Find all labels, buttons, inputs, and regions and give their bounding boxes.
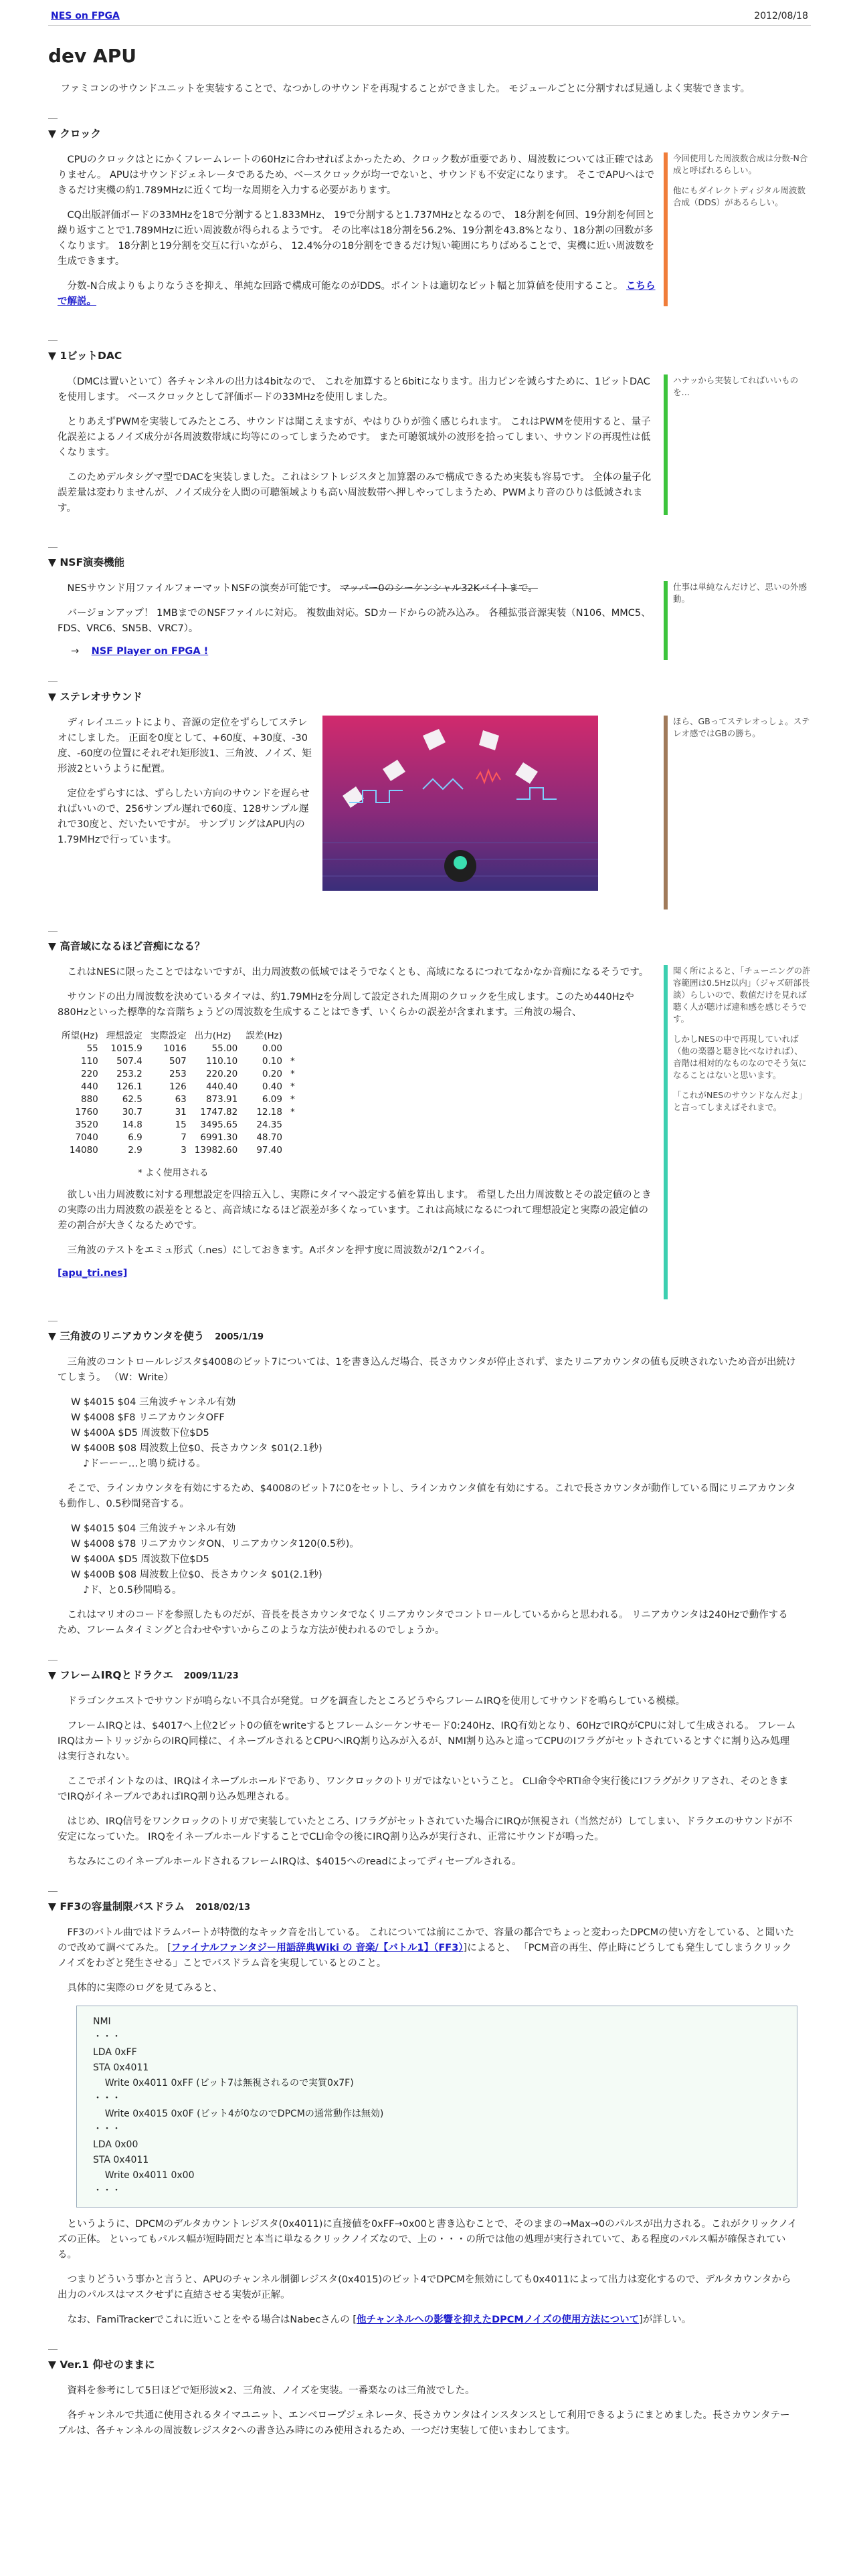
apu-tri-link[interactable]: [apu_tri.nes] [58,1268,128,1279]
table-cell: * [290,1081,295,1092]
section-heading: ▼ フレームIRQとドラクエ 2009/11/23 [48,1669,239,1681]
paragraph: そこで、ラインカウンタを有効にするため、$4008のビット7に0をセットし、ラインカウンタ値を有効にする。これで長さカウンタが動作している間にリニアカウンタも動作し、0.5秒間発音する。 [58,1483,796,1509]
section-heading: ▼ FF3の容量制限バスドラム 2018/02/13 [48,1901,250,1913]
section-heading: ▼ 高音域になるほど音痴になる？ [48,940,205,952]
code-line: ・・・ [93,2124,121,2135]
code-line: ♪ド、と0.5秒間鳴る。 [71,1585,182,1596]
paragraph: 分数-N合成よりもよりなうさを抑え、単純な回路で構成可能なのがDDS。ポイントは適切なビット幅と加算値を使用すること。 こちらで解説。 [58,281,656,307]
table-cell: * [290,1094,295,1105]
table-row [58,1093,299,1106]
paragraph: CQ出版評価ボードの33MHzを18で分割すると1.833MHz、 19で分割すると1.737MHzとなるので、 18分割を何回、19分割を何回と繰り返すことで1.789MHzに近い周波数が得られるようです。 その比率は18分割を56.2%、19分割を43.8%となり、18分割の回数が多くなります。 18分割と19分割を交互に行いながら、 12.4%分の18分割をできるだけ短い範囲にちりばめることで、実機に近い周波数を生成できます。 [58,210,656,267]
paragraph: ドラゴンクエストでサウンドが鳴らない不具合が発覚。ログを調査したところどうやらフレームIRQを使用してサウンドを鳴らしている模様。 [67,1696,686,1707]
table-cell: 873.91 [205,1094,238,1105]
section-rule [48,2349,58,2350]
table-cell: 0.10 [262,1056,282,1067]
table-cell: 7 [181,1132,187,1143]
table-row [58,1055,299,1068]
paragraph: 具体的に実際のログを見てみると、 [67,1983,223,1994]
section-heading: ▼ ステレオサウンド [48,691,142,703]
table-cell: 31 [175,1107,187,1117]
intro-text: ファミコンのサウンドユニットを実装することで、なつかしのサウンドを再現することができました。 モジュールごとに分割すれば見通しよく実装できます。 [60,84,751,94]
section-heading: ▼ 三角波のリニアカウンタを使う 2005/1/19 [48,1330,264,1342]
section-heading: ▼ クロック [48,128,102,140]
table-header-cell: 実際設定 [150,1031,187,1041]
table-cell: * [290,1107,295,1117]
section-heading: ▼ 1ビットDAC [48,350,122,362]
dds-link[interactable]: こちらで解説。 [58,281,656,307]
section-rule [48,118,58,119]
section-date: 2005/1/19 [215,1332,264,1342]
table-cell: 2.9 [128,1145,142,1156]
code-line: ・・・ [93,2032,121,2042]
page [48,0,811,2439]
table-note: * よく使用される [138,1168,209,1178]
paragraph: はじめ、IRQ信号をワンクロックのトリガで実装していたところ、Iフラグがセットされていた場合にIRQが無視され（当然だが）してしまい、ドラクエのサウンドが不安定になっていた。 IRQをイネーブルホールドすることでCLI命令の後にIRQ割り込みが実行され、正常にサウンドが鳴った。 [58,1816,793,1842]
section-nsf [48,547,811,660]
section-rule [48,931,58,932]
table-cell [286,1132,299,1144]
table-cell: 0.00 [262,1043,282,1054]
paragraph: 定位をずらすには、ずらしたい方向のサウンドを遅らせればいいので、256サンプル遅れで60度、128サンプル遅れで30度と、だいたいですが。 サンプリングはAPU内の1.79MHzで行っています。 [58,788,310,845]
section-dac [48,340,811,526]
section-triangle-counter [48,1321,811,1638]
table-cell: * [290,1056,295,1067]
paragraph: 各チャンネルで共通に使用されるタイマユニット、エンベロープジェネレータ、長さカウンタはインスタンスとして利用できるようにまとめました。長さカウンタテーブルは、各チャンネルの周波数レジスタ2への書き込み時にのみ使用されるため、一つだけ実装して使いまわしてます。 [58,2410,790,2436]
paragraph: ここでポイントなのは、IRQはイネーブルホールドであり、ワンクロックのトリガではないということ。 CLI命令やRTI命令実行後にIフラグがクリアされ、そのときまでIRQがイネーブルであればIRQ割り込み処理される。 [58,1776,789,1802]
side-note: 今回使用した周波数合成は分数-N合成と呼ばれるらしい。 他にもダイレクトディジタル周波数合成（DDS）があるらしい。 [664,152,811,306]
table-cell: 55 [86,1043,98,1054]
table-cell: 3495.65 [200,1119,238,1130]
table-cell: 14.8 [122,1119,142,1130]
paragraph: ディレイユニットにより、音源の定位をずらしてステレオにしました。 正面を0度として、+60度、+30度、-30度、-60度の位置にそれぞれ矩形波1、三角波、ノイズ、矩形波2というように配置。 [58,718,312,774]
section-date: 2009/11/23 [183,1671,239,1681]
dpcm-noise-link[interactable]: 他チャンネルへの影響を抑えたDPCMノイズの使用方法について [356,2315,640,2325]
table-cell [286,1119,299,1132]
table-cell: 126 [169,1081,187,1092]
stereo-illustration [322,716,598,891]
ff-wiki-link[interactable]: ファイナルファンタジー用語辞典Wiki の 音楽/【バトル1】（FF3） [171,1943,464,1953]
table-cell: 3 [181,1145,187,1156]
table-row [58,1144,299,1157]
code-line: ・・・ [93,2093,121,2104]
table-cell: 507 [169,1056,187,1067]
frequency-table [58,1030,299,1157]
table-cell: 62.5 [122,1094,142,1105]
paragraph: ちなみにこのイネーブルホールドされるフレームIRQは、$4015へのreadによってディセーブルされる。 [67,1856,522,1867]
table-cell: 3520 [75,1119,98,1130]
section-rule [48,681,58,682]
table-row [58,1119,299,1132]
table-cell: 30.7 [122,1107,142,1117]
table-cell: 880 [81,1094,98,1105]
section-ver1 [48,2349,811,2439]
table-cell: 6991.30 [200,1132,238,1143]
code-line: W $400B $08 周波数上位$0、長さカウンタ $01(2.1秒) [71,1443,322,1454]
code-line: NMI [93,2016,111,2027]
code-line: W $4015 $04 三角波チャンネル有効 [71,1523,236,1534]
table-header-cell: 理想設定 [106,1031,142,1041]
table-header-cell: 誤差(Hz) [246,1031,282,1041]
paragraph: フレームIRQとは、$4017へ上位2ビット0の値をwriteするとフレームシーケンサモード0:240Hz、IRQ有効となり、60HzでIRQがCPUに対して生成される。 フレームIRQはカートリッジからのIRQ同様に、イネーブルされるとCPUへIRQ割り込みが入るが、NMI割り込みと違ってCPUのIフラグがセットされているとすぐに割り込み処理は実行されない。 [58,1721,796,1762]
paragraph: （DMCは置いといて）各チャンネルの出力は4bitなので、 これを加算すると6bitになります。出力ピンを減らすために、1ビットDACを使用します。 ベースクロックとして評価ボードの33MHzを使用しました。 [58,377,650,403]
section-rule [48,1891,58,1892]
table-cell [286,1144,299,1157]
paragraph: NESサウンド用ファイルフォーマットNSFの演奏が可能です。 マッパー0のシーケンシャル32Kバイトまで。 [67,583,538,594]
code-line: ♪ドーーー…と鳴り続ける。 [71,1459,206,1469]
nsf-player-link[interactable]: NSF Player on FPGA ! [91,646,209,657]
paragraph: これはNESに限ったことではないですが、出力周波数の低域ではそうでなくとも、高域になるにつれてなかなか音痴になるそうです。 [67,967,649,978]
table-cell: 55.00 [211,1043,238,1054]
paragraph: これはマリオのコードを参照したものだが、音長を長さカウンタでなくリニアカウンタでコントロールしているからと思われる。 リニアカウンタは240Hzで動作するため、フレームタイミングと合わせやすいからこのような方法が使われるのでしょうか。 [58,1610,788,1636]
section-heading: ▼ NSF演奏機能 [48,556,125,568]
table-cell: 110.10 [205,1056,238,1067]
table-cell: 1015.9 [110,1043,142,1054]
code-line: W $400B $08 周波数上位$0、長さカウンタ $01(2.1秒) [71,1570,322,1580]
register-writes [71,1521,797,1598]
arrow-icon: → [71,646,80,657]
table-row [58,1132,299,1144]
table-cell: 440 [81,1081,98,1092]
paragraph: 三角波のコントロールレジスタ$4008のビット7については、1を書き込んだ場合、長さカウンタが停止されず、またリニアカウンタの値も反映されないため音が出続けてしまう。 （W：Write） [58,1357,796,1383]
table-cell: 507.4 [116,1056,142,1067]
paragraph: CPUのクロックはとにかくフレームレートの60Hzに合わせればよかったため、クロック数が重要であり、周波数については正確ではありません。 APUはサウンドジェネレータであるため、ベースクロックが均一でないと、サウンドも不安定になります。 そこでAPUへはできるだけ実機の約1.789MHzに近くて均一な周期を入力する必要があります。 [58,154,655,196]
table-row [58,1081,299,1093]
paragraph: なお、FamiTrackerでこれに近いことをやる場合はNabecさんの [他チャンネルへの影響を抑えたDPCMノイズの使用方法について]が詳しい。 [67,2315,692,2325]
page-date: 2012/08/18 [754,11,808,21]
section-rule [48,547,58,548]
site-link[interactable]: NES on FPGA [51,11,120,21]
code-line: W $400A $D5 周波数下位$D5 [71,1554,209,1565]
side-note: ハナッから実装してればいいものを… [664,374,811,515]
paragraph: 三角波のテストをエミュ形式（.nes）にしておきます。Aボタンを押す度に周波数が2/1^2バイ。 [67,1245,491,1256]
code-line: LDA 0xFF [93,2047,137,2058]
table-cell: 220 [81,1069,98,1079]
paragraph: サウンドの出力周波数を決めているタイマは、約1.79MHzを分周して設定された周期のクロックを生成します。このため440Hzや880Hzといった標準的な音階ちょうどの周波数を生成することはできず、いくらかの誤差が含まれます。三角波の場合、 [58,992,634,1018]
page-title: dev APU [48,45,136,67]
top-bar [48,11,811,26]
table-cell: 0.20 [262,1069,282,1079]
code-line: W $400A $D5 周波数下位$D5 [71,1428,209,1438]
table-cell: 0.40 [262,1081,282,1092]
listener-head [454,856,467,869]
register-writes [71,1395,797,1472]
table-cell: 1747.82 [200,1107,238,1117]
section-frame-irq [48,1660,811,1870]
log-code-box [76,2006,797,2208]
table-cell: 126.1 [116,1081,142,1092]
table-cell: 6.9 [128,1132,142,1143]
code-line: STA 0x4011 [93,2062,149,2073]
section-heading: ▼ Ver.1 仰せのままに [48,2359,155,2371]
code-line: LDA 0x00 [93,2139,138,2150]
table-header-cell: 出力(Hz) [194,1031,231,1041]
paragraph: つまりどういう事かと言うと、APUのチャンネル制御レジスタ(0x4015)のビット4でDPCMを無効にしても0x4011によって出力は変化するので、デルタカウンタから出力のパルスはマスクせずに直結させる実装が正解。 [58,2274,791,2300]
table-cell: 1016 [163,1043,187,1054]
paragraph: とりあえずPWMを実装してみたところ、サウンドは聞こえますが、やはりひりが強く感じられます。 これはPWMを使用すると、量子化誤差によるノイズ成分が各周波数帯域に均等にのってしまうためです。 また可聴領域外の波形を拾ってしまい、サウンドの再現性は低くなります。 [58,417,651,458]
table-cell: 1760 [75,1107,98,1117]
code-line: W $4015 $04 三角波チャンネル有効 [71,1397,236,1408]
table-cell: 110 [81,1056,98,1067]
section-rule [48,340,58,341]
table-cell: 24.35 [256,1119,282,1130]
side-note: 聞く所によると、「チューニングの許容範囲は0.5Hz以内」（ジャズ研部長談）らしいので、数値だけを見れば聴く人が聴けば違和感を感じそうです。 しかしNESの中で再現していれば（他の楽器と聴き比べなければ）、音階は相対的なものなのでそう気になることはないと思います。 「これがNESのサウンドなんだよ」と言ってしまえばそれまで。 [664,965,811,1299]
table-row [58,1106,299,1119]
table-cell: 440.40 [205,1081,238,1092]
section-date: 2018/02/13 [195,1903,250,1913]
section-frequency [48,931,811,1299]
table-header-cell: 所望(Hz) [62,1031,98,1041]
table-cell [286,1043,299,1055]
table-cell: 253 [169,1069,187,1079]
section-ff3 [48,1891,811,2328]
code-line: STA 0x4011 [93,2155,149,2165]
struck-text: マッパー0のシーケンシャル32Kバイトまで。 [339,583,538,594]
table-cell: 13982.60 [194,1145,238,1156]
section-clock [48,118,811,319]
code-line: Write 0x4015 0x0F (ビット4が0なのでDPCMの通常動作は無効) [93,2109,384,2119]
code-line: Write 0x4011 0xFF (ビット7は無視されるので実質0x7F) [93,2078,354,2088]
paragraph: バージョンアップ！ 1MBまでのNSFファイルに対応。 複数曲対応。SDカードからの読み込み。 各種拡張音源実装（N106、MMC5、FDS、VRC6、SN5B、VRC7）。 [58,608,651,634]
table-cell: 7040 [75,1132,98,1143]
table-cell: 6.09 [262,1094,282,1105]
table-cell: 14080 [69,1145,98,1156]
paragraph: 資料を参考にして5日ほどで矩形波×2、三角波、ノイズを実装。一番楽なのは三角波でした。 [67,2385,475,2396]
paragraph: 欲しい出力周波数に対する理想設定を四捨五入し、実際にタイマへ設定する値を算出します。 希望した出力周波数とその設定値のときの実際の出力周波数の誤差をとると、高音域になるほど誤差が多くなっています。これは高域になるにつれて理想設定と実際の設定値の差の割合が大きくなるためです。 [58,1190,652,1231]
table-cell: 12.18 [256,1107,282,1117]
code-line: Write 0x4011 0x00 [93,2170,195,2181]
table-cell: 63 [175,1094,187,1105]
side-note: 仕事は単純なんだけど、思いの外感動。 [664,581,811,660]
paragraph: FF3のバトル曲ではドラムパートが特徴的なキック音を出している。 これについては前にこかで、容量の都合でちょっと変わったDPCMの使い方をしている、と聞いたので改めて調べてみた。 [ファイナルファンタジー用語辞典Wiki の 音楽/【バトル1】（FF3）]によると、 「PCM音の再生、停止時にどうしても発生してしまうクリックノイズをわざと発生させる」ことでバスドラム音を実現しているとのこと。 [58,1927,795,1969]
paragraph: というように、DPCMのデルタカウントレジスタ(0x4011)に直接値を0xFF→0x00と書き込むことで、そのままの→Max→0のパルスが出力される。これがクリックノイズの正体。 といってもパルス幅が短時間だと本当に単なるクリックノイズなので、上の・・・の所では他の処理が実行されていて、ある程度のパルス幅が確保されている。 [58,2219,797,2260]
table-cell: 15 [175,1119,187,1130]
table-row [58,1043,299,1055]
code-line: W $4008 $F8 リニアカウンタOFF [71,1412,225,1423]
nsf-player-link-row [71,646,657,657]
side-note: ほら、GBってステレオっしょ。ステレオ感ではGBの勝ち。 [664,716,811,909]
code-line: W $4008 $78 リニアカウンタON、リニアカウンタ120(0.5秒)。 [71,1539,359,1549]
table-cell: 48.70 [256,1132,282,1143]
section-stereo [48,681,811,909]
table-row [58,1068,299,1081]
table-cell: 220.20 [205,1069,238,1079]
paragraph: このためデルタシグマ型でDACを実装しました。これはシフトレジスタと加算器のみで構成できるため実装も容易です。 全体の量子化誤差量は変わりませんが、ノイズ成分を人間の可聴領域よりも高い周波数帯へ押しやってしまうため、PWMより音のひりは低減されます。 [58,472,652,514]
table-cell: 253.2 [116,1069,142,1079]
table-cell: 97.40 [256,1145,282,1156]
code-line: ・・・ [93,2185,121,2196]
table-cell: * [290,1069,295,1079]
